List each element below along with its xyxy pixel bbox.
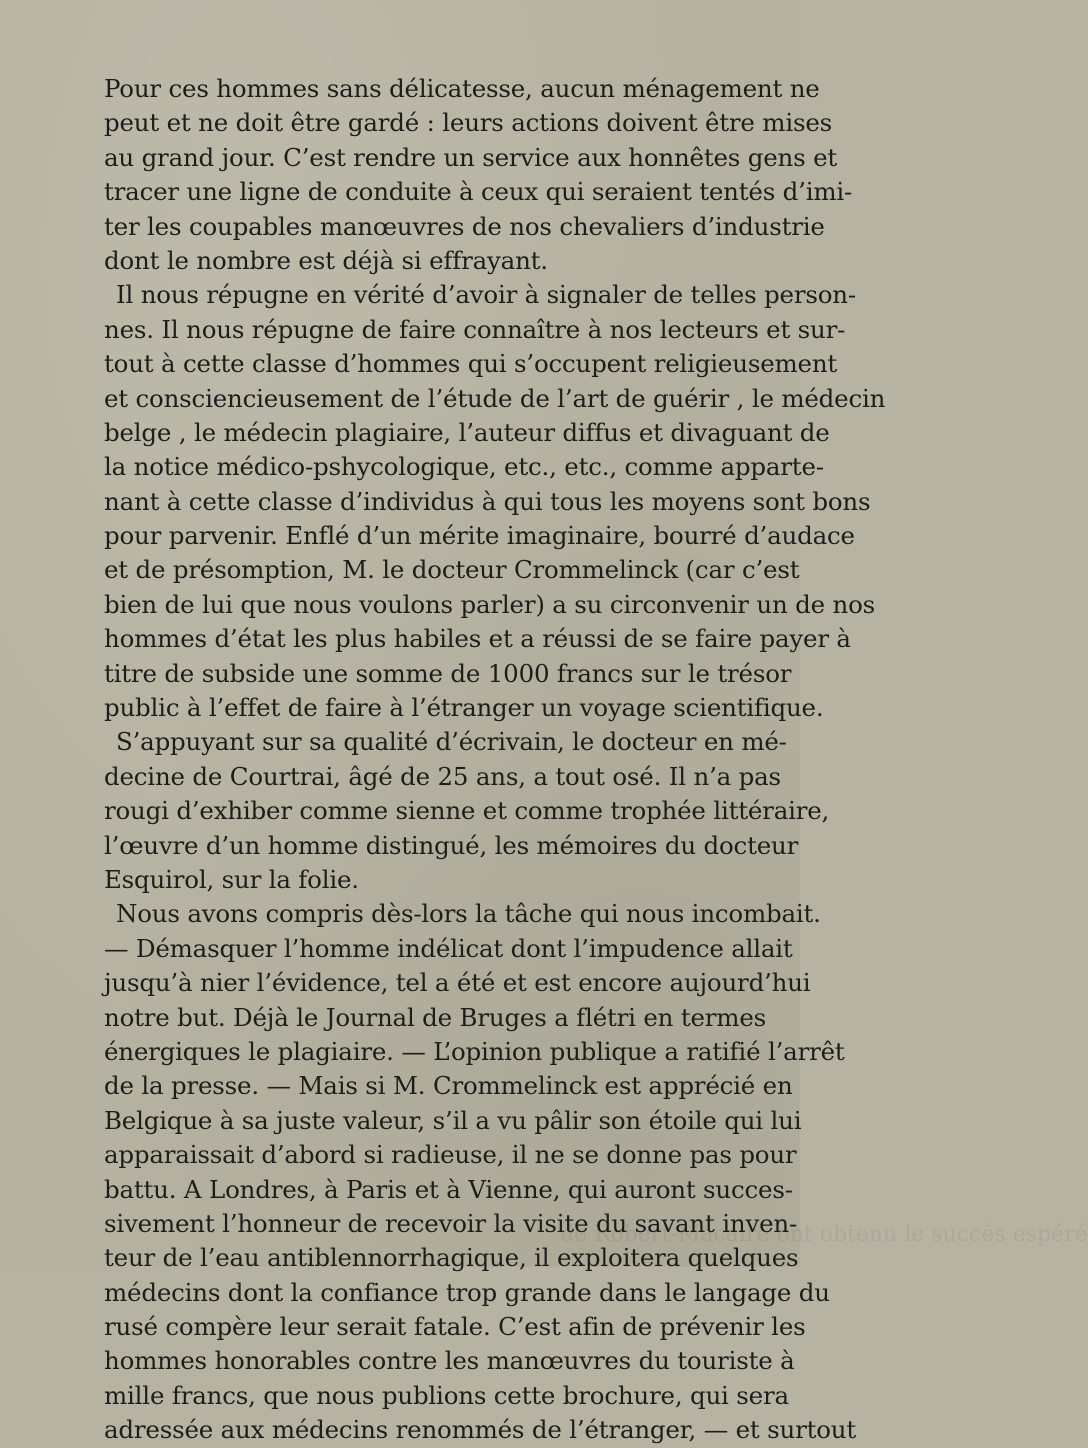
text-line: bien de lui que nous voulons parler) a su circonvenir un de nos [104, 589, 876, 619]
text-line: teur de l’eau antiblennorrhagique, il exploitera quelques [104, 1243, 799, 1273]
text-line: dont le nombre est déjà si effrayant. [104, 245, 548, 275]
text-line: au grand jour. C’est rendre un service aux honnêtes gens et [104, 142, 838, 172]
text-line: Nous avons compris dès-lors la tâche qui nous incombait. [116, 899, 821, 929]
paragraph [104, 725, 830, 897]
text-line: nant à cette classe d’individus à qui tous les moyens sont bons [104, 486, 871, 516]
text-line: la notice médico-pshycologique, etc., etc., comme apparte- [104, 452, 824, 482]
text-line: Il nous répugne en vérité d’avoir à signaler de telles person- [116, 280, 856, 310]
text-line: belge , le médecin plagiaire, l’auteur diffus et divaguant de [104, 417, 830, 447]
text-line: decine de Courtrai, âgé de 25 ans, a tout osé. Il n’a pas [104, 761, 781, 791]
bleed-through-text: de Robert-Macaire ont obtenu le succès espéré [560, 1222, 1088, 1247]
text-line: tracer une ligne de conduite à ceux qui seraient tentés d’imi- [104, 177, 853, 207]
text-line: public à l’effet de faire à l’étranger un voyage scientifique. [104, 693, 824, 723]
text-line: peut et ne doit être gardé : leurs actions doivent être mises [104, 108, 833, 138]
text-line: Belgique à sa juste valeur, s’il a vu pâlir son étoile qui lui [104, 1105, 802, 1135]
text-line: pour parvenir. Enflé d’un mérite imaginaire, bourré d’audace [104, 521, 855, 551]
text-line: adressée aux médecins renommés de l’étranger, — et surtout [104, 1415, 857, 1445]
text-line: rougi d’exhiber comme sienne et comme trophée littéraire, [104, 796, 830, 826]
text-line: battu. A Londres, à Paris et à Vienne, qui auront succes- [104, 1174, 793, 1204]
text-line: hommes d’état les plus habiles et a réussi de se faire payer à [104, 624, 851, 654]
text-line: titre de subside une somme de 1000 francs sur le trésor [104, 658, 792, 688]
text-line: et de présomption, M. le docteur Crommelinck (car c’est [104, 555, 800, 585]
text-line: hommes honorables contre les manœuvres du touriste à [104, 1346, 795, 1376]
text-line: Pour ces hommes sans délicatesse, aucun ménagement ne [104, 74, 820, 103]
text-line: Esquirol, sur la folie. [104, 864, 359, 894]
text-line: l’œuvre d’un homme distingué, les mémoires du docteur [104, 830, 799, 860]
text-line: rusé compère leur serait fatale. C’est afin de prévenir les [104, 1312, 806, 1342]
text-line: — Démasquer l’homme indélicat dont l’impudence allait [104, 933, 793, 963]
paragraph [104, 278, 886, 725]
text-line: mille francs, que nous publions cette brochure, qui sera [104, 1380, 789, 1410]
text-line: tout à cette classe d’hommes qui s’occupent religieusement [104, 349, 838, 379]
paragraph [104, 72, 853, 278]
text-line: apparaissait d’abord si radieuse, il ne se donne pas pour [104, 1140, 797, 1170]
text-line: nes. Il nous répugne de faire connaître à nos lecteurs et sur- [104, 314, 846, 344]
text-line: énergiques le plagiaire. — L’opinion publique a ratifié l’arrêt [104, 1036, 845, 1066]
text-line: sivement l’honneur de recevoir la visite du savant inven- [104, 1208, 798, 1238]
text-line: S’appuyant sur sa qualité d’écrivain, le docteur en mé- [116, 727, 787, 757]
text-line: de la presse. — Mais si M. Crommelinck est apprécié en [104, 1071, 793, 1101]
text-line: médecins dont la confiance trop grande dans le langage du [104, 1277, 830, 1307]
text-line: jusqu’à nier l’évidence, tel a été et est encore aujourd’hui [104, 968, 811, 998]
text-line: ter les coupables manœuvres de nos chevaliers d’industrie [104, 211, 825, 241]
text-line: notre but. Déjà le Journal de Bruges a flétri en termes [104, 1002, 766, 1032]
text-line: et consciencieusement de l’étude de l’art de guérir , le médecin [104, 383, 886, 413]
